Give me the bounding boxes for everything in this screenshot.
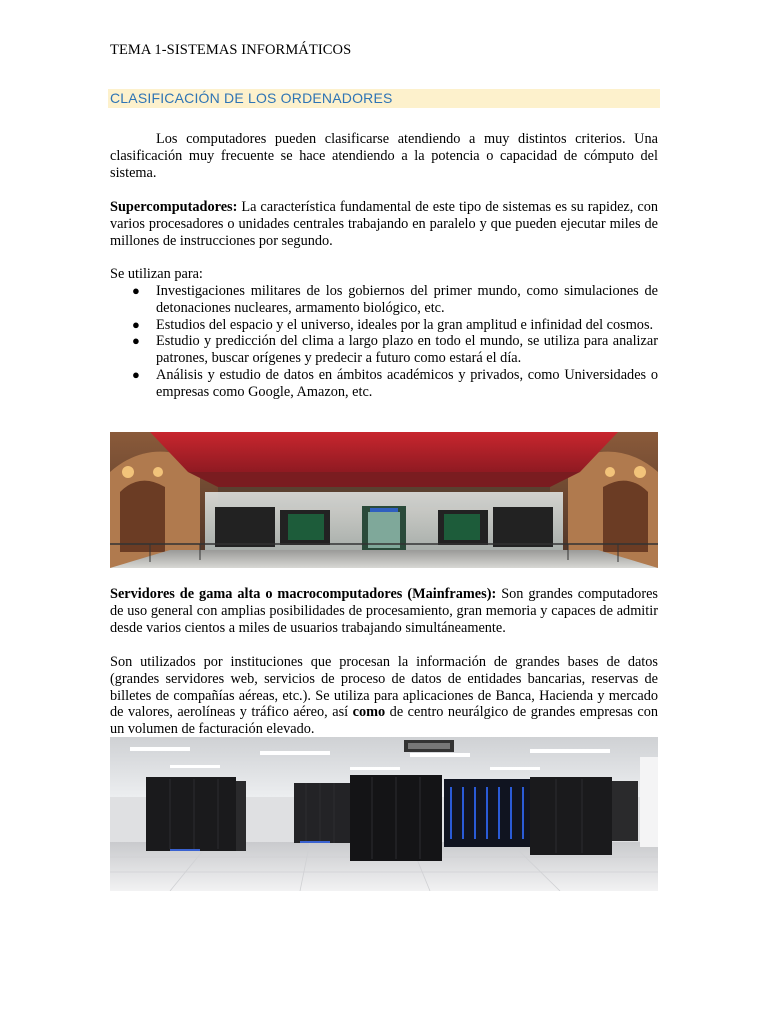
bullet-icon: ● — [132, 283, 140, 298]
list-item: ● Estudio y predicción del clima a largo plazo en todo el mundo, se utiliza para analizar patrones, buscar orígenes y predecir a futuro como estará el día. — [132, 333, 658, 367]
section-title: CLASIFICACIÓN DE LOS ORDENADORES — [110, 90, 393, 106]
bullet-icon: ● — [132, 316, 140, 332]
data-center-photo — [110, 737, 658, 891]
mainframes-paragraph — [110, 586, 658, 636]
uses-intro: Se utilizan para: — [110, 266, 203, 282]
intro-paragraph: Los computadores pueden clasificarse atendiendo a muy distintos criterios. Una clasificación muy frecuente se hace atendiendo a la potencia o capacidad de cómputo del sistema. — [110, 131, 658, 181]
supercomputers-term: Supercomputadores: — [110, 199, 238, 215]
supercomputers-paragraph — [110, 199, 658, 249]
list-item: ● Estudios del espacio y el universo, ideales por la gran amplitud e infinidad del cosmos. — [132, 316, 654, 333]
list-item: ● Investigaciones militares de los gobiernos del primer mundo, como simulaciones de detonaciones nucleares, armamento biológico, etc. — [132, 283, 658, 316]
list-item: ● Análisis y estudio de datos en ámbitos académicos y privados, como Universidades o empresas como Google, Amazon, etc. — [132, 366, 658, 400]
bullet-icon: ● — [132, 333, 140, 349]
bold-word: como — [352, 704, 386, 721]
bullet-icon: ● — [132, 366, 140, 382]
uses-list — [110, 283, 658, 401]
supercomputer-photo — [110, 432, 658, 568]
mainframes-term: Servidores de gama alta o macrocomputadores (Mainframes): — [110, 586, 497, 602]
supercomputers-text: La característica fundamental de este tipo de sistemas es su rapidez, con varios procesadores o unidades centrales trabajando en paralelo y que pueden ejecutar miles de millones de instrucciones por segundo. — [110, 199, 658, 249]
mainframe-uses-paragraph: Son utilizados por instituciones que procesan la información de grandes bases de datos (grandes servidores web, servicios de proceso de datos de entidades bancarias, reservas de billetes de compañías aéreas, etc.). Se utiliza para aplicaciones de Banca, Hacienda y mercado de valores, aerolíneas y tráfico aéreo, así como de centro neurálgico de grandes empresas con un volumen de facturación elevado. — [110, 654, 658, 738]
page-header: TEMA 1-SISTEMAS INFORMÁTICOS — [110, 42, 352, 58]
mainframes-text: Son grandes computadores de uso general con amplias posibilidades de procesamiento, gran memoria y capaces de admitir desde varios cientos a miles de usuarios trabajando simultáneamente. — [110, 586, 658, 636]
